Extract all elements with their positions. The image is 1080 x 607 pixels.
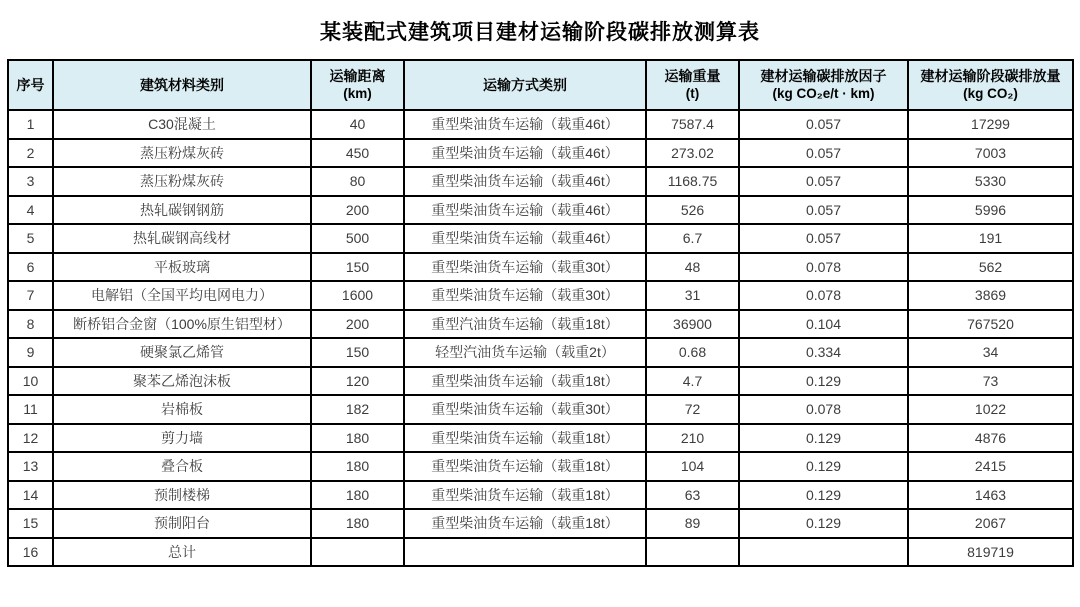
cell-emission: 73 (908, 367, 1073, 396)
table-row (8, 367, 1073, 396)
cell-serial: 13 (8, 452, 53, 481)
header-serial (8, 60, 53, 110)
page-title: 某装配式建筑项目建材运输阶段碳排放测算表 (320, 21, 760, 44)
cell-weight: 31 (646, 281, 739, 310)
header-distance (311, 60, 404, 110)
cell-material: 平板玻璃 (53, 253, 311, 282)
header-mode-label: 运输方式类别 (483, 76, 567, 93)
cell-factor (739, 538, 908, 567)
cell-emission: 4876 (908, 424, 1073, 453)
cell-factor: 0.104 (739, 310, 908, 339)
cell-mode: 重型柴油货车运输（载重46t） (404, 167, 646, 196)
cell-serial: 4 (8, 196, 53, 225)
cell-factor: 0.057 (739, 139, 908, 168)
cell-factor: 0.057 (739, 224, 908, 253)
table-row (8, 452, 1073, 481)
header-emission-unit: (kg CO₂) (963, 86, 1018, 102)
cell-emission: 2067 (908, 509, 1073, 538)
header-weight-label: 运输重量 (664, 68, 721, 85)
header-mode (404, 60, 646, 110)
cell-serial: 5 (8, 224, 53, 253)
cell-material: 硬聚氯乙烯管 (53, 338, 311, 367)
cell-serial: 1 (8, 110, 53, 139)
header-emission-label: 建材运输阶段碳排放量 (920, 68, 1061, 85)
cell-weight: 48 (646, 253, 739, 282)
cell-factor: 0.129 (739, 452, 908, 481)
cell-serial: 11 (8, 395, 53, 424)
cell-material: 电解铝（全国平均电网电力） (53, 281, 311, 310)
cell-material: 预制阳台 (53, 509, 311, 538)
cell-material: 聚苯乙烯泡沫板 (53, 367, 311, 396)
cell-weight: 89 (646, 509, 739, 538)
table-row (8, 395, 1073, 424)
cell-factor: 0.129 (739, 367, 908, 396)
cell-distance: 150 (311, 338, 404, 367)
cell-mode (404, 538, 646, 567)
header-factor (739, 60, 908, 110)
cell-serial: 3 (8, 167, 53, 196)
cell-weight: 72 (646, 395, 739, 424)
cell-mode: 重型柴油货车运输（载重30t） (404, 281, 646, 310)
cell-emission: 767520 (908, 310, 1073, 339)
cell-serial: 16 (8, 538, 53, 567)
cell-mode: 重型柴油货车运输（载重46t） (404, 224, 646, 253)
table-body (8, 110, 1073, 566)
table-row (8, 338, 1073, 367)
cell-mode: 重型汽油货车运输（载重18t） (404, 310, 646, 339)
cell-material: 叠合板 (53, 452, 311, 481)
cell-distance: 200 (311, 310, 404, 339)
cell-emission: 5330 (908, 167, 1073, 196)
cell-distance: 180 (311, 481, 404, 510)
cell-emission: 7003 (908, 139, 1073, 168)
cell-weight: 4.7 (646, 367, 739, 396)
cell-emission: 1022 (908, 395, 1073, 424)
cell-mode: 重型柴油货车运输（载重18t） (404, 481, 646, 510)
cell-emission: 5996 (908, 196, 1073, 225)
cell-factor: 0.129 (739, 424, 908, 453)
cell-emission: 191 (908, 224, 1073, 253)
table-row (8, 253, 1073, 282)
cell-weight: 7587.4 (646, 110, 739, 139)
cell-distance: 500 (311, 224, 404, 253)
cell-material: 热轧碳钢钢筋 (53, 196, 311, 225)
cell-mode: 重型柴油货车运输（载重18t） (404, 424, 646, 453)
carbon-emission-table (7, 59, 1074, 567)
cell-factor: 0.334 (739, 338, 908, 367)
table-row (8, 424, 1073, 453)
cell-weight (646, 538, 739, 567)
cell-weight: 36900 (646, 310, 739, 339)
table-row (8, 167, 1073, 196)
header-material-label: 建筑材料类别 (140, 76, 224, 93)
cell-serial: 2 (8, 139, 53, 168)
header-factor-unit: (kg CO₂e/t · km) (772, 86, 875, 102)
cell-serial: 10 (8, 367, 53, 396)
cell-factor: 0.057 (739, 110, 908, 139)
cell-material: 蒸压粉煤灰砖 (53, 139, 311, 168)
cell-mode: 重型柴油货车运输（载重30t） (404, 395, 646, 424)
cell-factor: 0.078 (739, 281, 908, 310)
cell-weight: 63 (646, 481, 739, 510)
cell-distance: 200 (311, 196, 404, 225)
cell-weight: 6.7 (646, 224, 739, 253)
cell-weight: 273.02 (646, 139, 739, 168)
table-row (8, 281, 1073, 310)
table-header-row (8, 60, 1073, 110)
cell-distance: 180 (311, 509, 404, 538)
cell-distance: 120 (311, 367, 404, 396)
cell-material: 总计 (53, 538, 311, 567)
cell-serial: 7 (8, 281, 53, 310)
cell-material: 剪力墙 (53, 424, 311, 453)
cell-distance: 1600 (311, 281, 404, 310)
cell-serial: 14 (8, 481, 53, 510)
cell-emission: 3869 (908, 281, 1073, 310)
cell-mode: 重型柴油货车运输（载重18t） (404, 367, 646, 396)
cell-distance: 80 (311, 167, 404, 196)
table-row (8, 139, 1073, 168)
cell-weight: 210 (646, 424, 739, 453)
cell-mode: 重型柴油货车运输（载重30t） (404, 253, 646, 282)
cell-emission: 17299 (908, 110, 1073, 139)
table-row (8, 310, 1073, 339)
header-emission (908, 60, 1073, 110)
cell-serial: 9 (8, 338, 53, 367)
cell-serial: 15 (8, 509, 53, 538)
cell-material: 热轧碳钢高线材 (53, 224, 311, 253)
cell-material: 断桥铝合金窗（100%原生铝型材） (53, 310, 311, 339)
header-distance-label: 运输距离 (329, 68, 386, 85)
table-row (8, 481, 1073, 510)
cell-factor: 0.057 (739, 196, 908, 225)
cell-weight: 1168.75 (646, 167, 739, 196)
header-material (53, 60, 311, 110)
cell-emission: 34 (908, 338, 1073, 367)
header-serial-label: 序号 (16, 76, 45, 93)
cell-emission: 819719 (908, 538, 1073, 567)
cell-distance: 180 (311, 424, 404, 453)
cell-mode: 重型柴油货车运输（载重46t） (404, 196, 646, 225)
cell-factor: 0.078 (739, 253, 908, 282)
cell-weight: 526 (646, 196, 739, 225)
cell-factor: 0.078 (739, 395, 908, 424)
cell-mode: 重型柴油货车运输（载重46t） (404, 139, 646, 168)
cell-weight: 0.68 (646, 338, 739, 367)
cell-mode: 重型柴油货车运输（载重46t） (404, 110, 646, 139)
cell-emission: 2415 (908, 452, 1073, 481)
cell-emission: 1463 (908, 481, 1073, 510)
cell-distance: 450 (311, 139, 404, 168)
header-distance-unit: (km) (343, 86, 372, 102)
cell-serial: 6 (8, 253, 53, 282)
table-row (8, 196, 1073, 225)
cell-material: 预制楼梯 (53, 481, 311, 510)
cell-distance: 40 (311, 110, 404, 139)
cell-distance: 180 (311, 452, 404, 481)
cell-mode: 轻型汽油货车运输（载重2t） (404, 338, 646, 367)
cell-material: 岩棉板 (53, 395, 311, 424)
cell-serial: 12 (8, 424, 53, 453)
cell-material: 蒸压粉煤灰砖 (53, 167, 311, 196)
cell-mode: 重型柴油货车运输（载重18t） (404, 509, 646, 538)
table-row (8, 509, 1073, 538)
cell-material: C30混凝土 (53, 110, 311, 139)
cell-factor: 0.129 (739, 509, 908, 538)
cell-emission: 562 (908, 253, 1073, 282)
header-factor-label: 建材运输碳排放因子 (760, 68, 887, 85)
cell-distance: 150 (311, 253, 404, 282)
header-weight (646, 60, 739, 110)
table-row (8, 110, 1073, 139)
cell-distance (311, 538, 404, 567)
cell-factor: 0.057 (739, 167, 908, 196)
header-weight-unit: (t) (685, 86, 700, 102)
cell-factor: 0.129 (739, 481, 908, 510)
cell-mode: 重型柴油货车运输（载重18t） (404, 452, 646, 481)
cell-weight: 104 (646, 452, 739, 481)
cell-distance: 182 (311, 395, 404, 424)
table-row (8, 538, 1073, 567)
table-row (8, 224, 1073, 253)
cell-serial: 8 (8, 310, 53, 339)
